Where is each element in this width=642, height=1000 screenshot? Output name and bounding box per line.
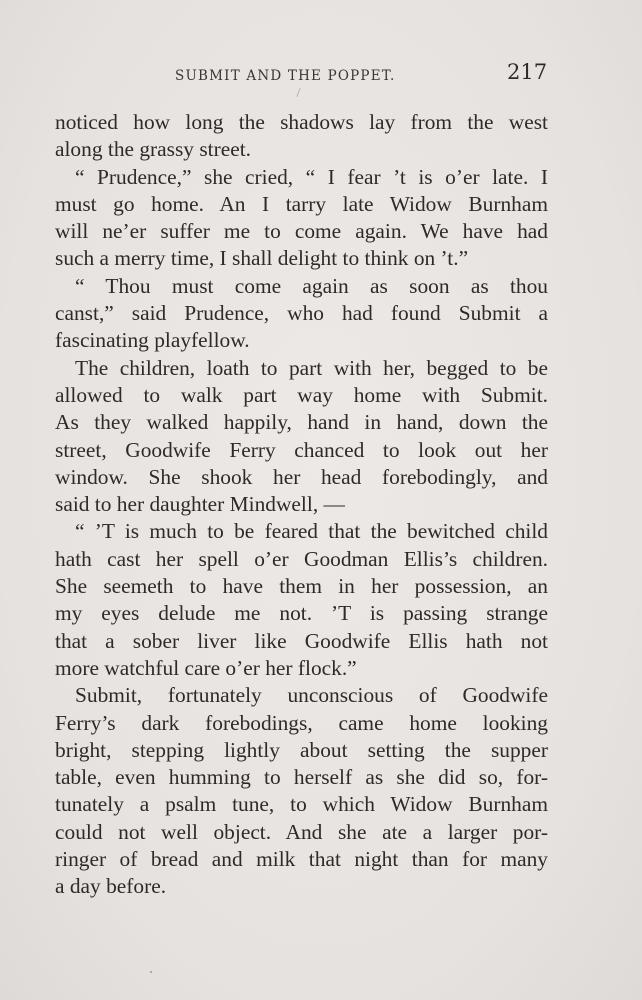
- text-line: hath cast her spell o’er Goodman Ellis’s children.: [55, 546, 548, 571]
- text-line: tunately a psalm tune, to which Widow Burnham: [55, 792, 548, 817]
- text-line: that a sober liver like Goodwife Ellis hath not: [55, 628, 548, 653]
- running-title: SUBMIT AND THE POPPET.: [175, 68, 396, 84]
- text-line: will ne’er suffer me to come again. We have had: [55, 219, 548, 244]
- speck-mark: [150, 971, 152, 973]
- text-line: “ Thou must come again as soon as thou: [75, 273, 548, 298]
- text-line: table, even humming to herself as she did so, for-: [55, 765, 548, 790]
- page-number: 217: [507, 60, 548, 84]
- text-line: ringer of bread and milk that night than for many: [55, 847, 548, 872]
- text-line: The children, loath to part with her, begged to be: [75, 355, 548, 380]
- text-line: my eyes delude me not. ’T is passing strange: [55, 601, 548, 626]
- text-line: “ Prudence,” she cried, “ I fear ’t is o’er late. I: [75, 164, 548, 189]
- text-line: allowed to walk part way home with Submit.: [55, 382, 548, 407]
- running-head: [0, 60, 642, 90]
- text-line: could not well object. And she ate a larger por-: [55, 819, 548, 844]
- text-line: “ ’T is much to be feared that the bewitched child: [75, 519, 548, 544]
- text-line: a day before.: [55, 874, 167, 899]
- text-line: said to her daughter Mindwell, —: [55, 492, 345, 517]
- text-line: along the grassy street.: [55, 137, 252, 162]
- text-line: fascinating playfellow.: [55, 328, 250, 353]
- text-line: such a merry time, I shall delight to think on ’t.”: [55, 246, 469, 271]
- text-line: As they walked happily, hand in hand, down the: [55, 410, 548, 435]
- text-line: Submit, fortunately unconscious of Goodwife: [75, 683, 548, 708]
- body-text: [55, 109, 548, 901]
- text-line: more watchful care o’er her flock.”: [55, 655, 357, 680]
- text-line: She seemeth to have them in her possession, an: [55, 574, 548, 599]
- text-line: bright, stepping lightly about setting the supper: [55, 737, 548, 762]
- text-line: noticed how long the shadows lay from the west: [55, 110, 548, 134]
- text-line: window. She shook her head forebodingly, and: [55, 464, 548, 489]
- text-line: street, Goodwife Ferry chanced to look out her: [55, 437, 548, 462]
- text-line: Ferry’s dark forebodings, came home looking: [55, 710, 548, 735]
- text-line: must go home. An I tarry late Widow Burnham: [55, 191, 548, 216]
- text-line: canst,” said Prudence, who had found Submit a: [55, 301, 548, 326]
